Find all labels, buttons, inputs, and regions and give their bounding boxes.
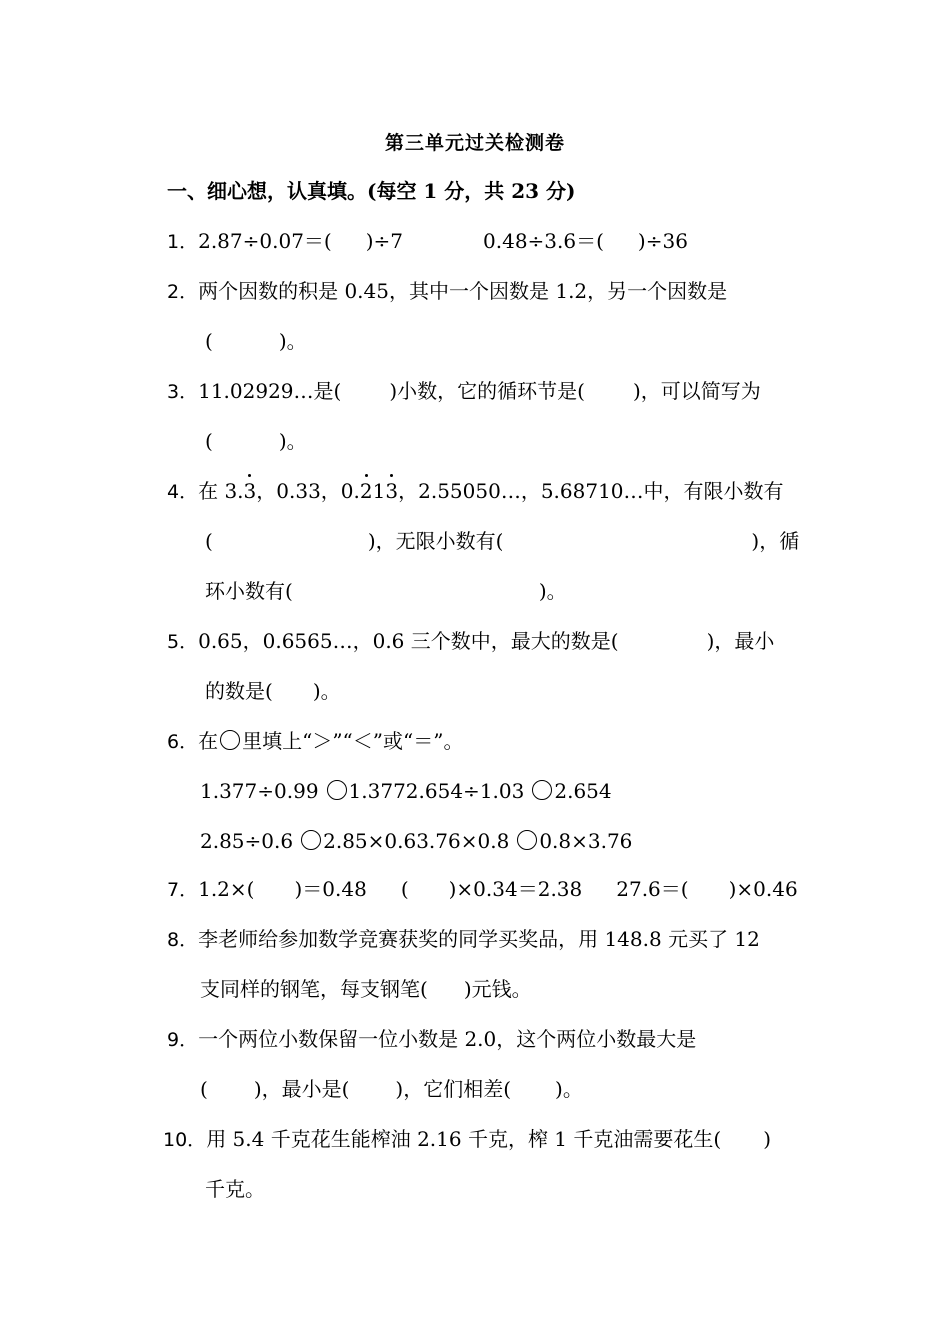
question-6-row2: 2.85÷0.6 2.85×0.63.76×0.8 0.8×3.76 xyxy=(200,829,633,853)
question-3: 3．11.02929…是( )小数，它的循环节是( )，可以简写为 xyxy=(167,379,761,403)
section-heading: 一、细心想，认真填。(每空 1 分，共 23 分) xyxy=(167,179,576,203)
question-number: 4． xyxy=(167,481,199,503)
question-number: 3． xyxy=(167,381,199,403)
question-number: 7． xyxy=(167,879,199,901)
question-number: 5． xyxy=(167,631,199,653)
question-5-line2: 的数是( )。 xyxy=(205,679,341,703)
question-9: 9．一个两位小数保留一位小数是 2.0，这个两位小数最大是 xyxy=(167,1027,697,1051)
question-number: 8． xyxy=(167,929,199,951)
blank-circle-icon xyxy=(301,830,321,850)
question-8-line2: 支同样的钢笔，每支钢笔( )元钱。 xyxy=(200,977,532,1001)
question-4: 4．在 3.3，0.33，0.213，2.55050…，5.68710…中，有限小数有 xyxy=(167,479,784,503)
question-9-line2: ( )，最小是( )，它们相差( )。 xyxy=(200,1077,583,1101)
question-3-line2: ( )。 xyxy=(205,429,307,453)
question-6: 6．在 里填上“＞”“＜”或“＝”。 xyxy=(167,729,464,753)
question-1: 1．2.87÷0.07＝( )÷7 0.48÷3.6＝( )÷36 xyxy=(167,229,688,253)
question-7: 7．1.2×( )＝0.48 ( )×0.34＝2.38 27.6＝( )×0.46 xyxy=(167,877,798,901)
blank-circle-icon xyxy=(327,780,347,800)
question-4-line2: ( )，无限小数有( )，循 xyxy=(205,529,800,553)
question-number: 9． xyxy=(167,1029,199,1051)
question-2-line2: ( )。 xyxy=(205,329,307,353)
question-number: 6． xyxy=(167,731,199,753)
page-title: 第三单元过关检测卷 xyxy=(384,132,565,154)
question-8: 8．李老师给参加数学竞赛获奖的同学买奖品，用 148.8 元买了 12 xyxy=(167,927,760,951)
question-6-row1: 1.377÷0.99 1.3772.654÷1.03 2.654 xyxy=(200,779,612,803)
question-10: 10．用 5.4 千克花生能榨油 2.16 千克，榨 1 千克油需要花生( ) xyxy=(163,1127,772,1151)
blank-circle-icon xyxy=(517,830,537,850)
question-5: 5．0.65，0.6565…，0.6 三个数中，最大的数是( )，最小 xyxy=(167,629,775,653)
question-4-line3: 环小数有( )。 xyxy=(205,579,567,603)
question-number: 10． xyxy=(163,1129,207,1151)
question-2: 2．两个因数的积是 0.45，其中一个因数是 1.2，另一个因数是 xyxy=(167,279,728,303)
question-10-line2: 千克。 xyxy=(205,1177,265,1201)
question-number: 2． xyxy=(167,281,199,303)
blank-circle-icon xyxy=(532,780,552,800)
question-number: 1． xyxy=(167,231,199,253)
blank-circle-icon xyxy=(220,730,240,750)
